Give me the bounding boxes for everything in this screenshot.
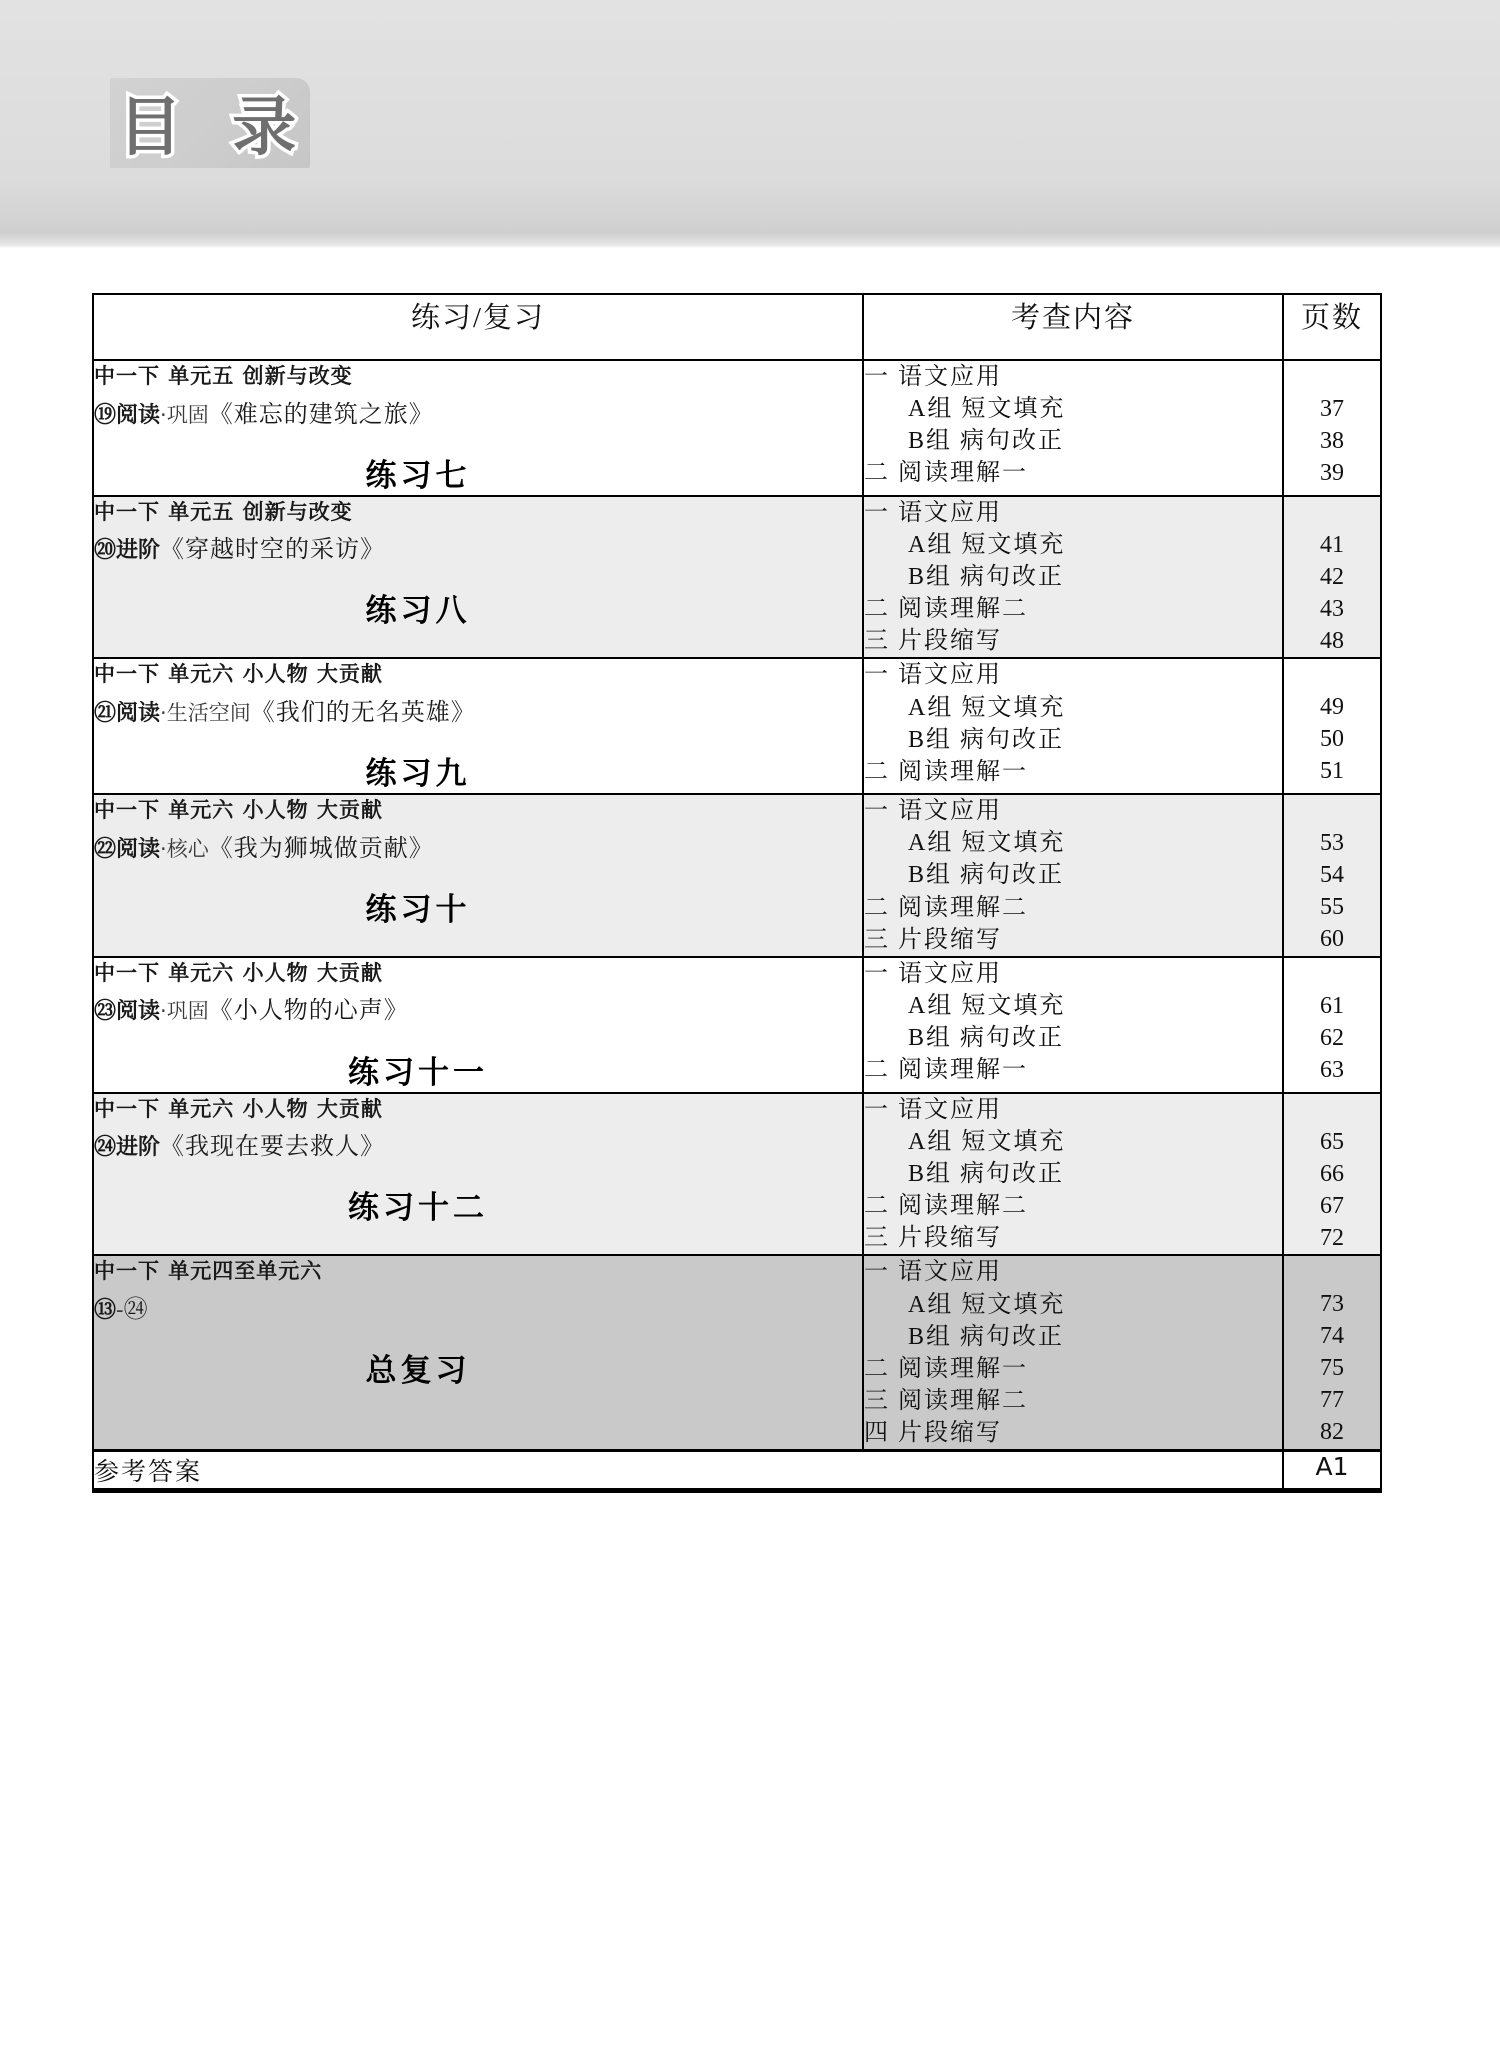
practice-cell [93,1093,863,1256]
content-cell [863,360,1283,496]
content-line: B组 病句改正 [908,1025,1065,1052]
table-row [93,1093,1381,1256]
table-header-row [93,294,1381,360]
column-header-practice: 练习/复习 [93,294,863,360]
answer-key-row [93,1451,1381,1491]
table-body [93,360,1381,1491]
page-number: 75 [1320,1355,1344,1382]
unit-meta-label: 中一下 单元六 小人物 大贡献 [94,798,383,823]
lesson-subkind-label: 巩固 [166,999,209,1024]
content-line: A组 短文填充 [908,531,1066,558]
practice-cell [93,496,863,659]
page-number: 77 [1320,1387,1344,1414]
page-number-cell [1283,957,1381,1093]
lesson-separator: · [160,402,167,427]
content-line: A组 短文填充 [908,993,1066,1020]
page-number-cell [1283,658,1381,794]
content-line: A组 短文填充 [908,830,1066,857]
lesson-work-title: 《难忘的建筑之旅》 [208,401,434,428]
content-line: B组 病句改正 [908,862,1065,889]
practice-cell [93,1255,863,1450]
page-number: 51 [1320,758,1344,785]
page-number-cell [1283,1093,1381,1256]
page-number: 82 [1320,1419,1344,1446]
page-number [1284,361,1380,393]
page-number: 37 [1320,396,1344,422]
lesson-title-line [94,1129,862,1166]
content-line: 三 片段缩写 [864,1225,1002,1252]
lesson-kind-label: 进阶 [116,538,161,564]
lesson-subkind-label: 巩固 [166,402,209,427]
page-number: 48 [1320,627,1344,654]
page-title: 目 录 [118,91,311,165]
content-line: A组 短文填充 [908,694,1066,721]
lesson-work-title: 《我们的无名英雄》 [250,699,476,726]
item-number-circle: ⑳ [94,538,117,564]
lesson-title-line [94,831,862,868]
lesson-separator: - [116,1297,124,1322]
page-number: 43 [1320,595,1344,622]
page-number: 49 [1320,694,1344,721]
answer-key-page: A1 [1283,1451,1381,1491]
lesson-work-title: 《我为狮城做贡献》 [208,835,434,862]
content-line: 一 语文应用 [864,960,1002,987]
content-line: 二 阅读理解一 [864,460,1028,487]
page-banner [0,0,1500,248]
page-number-cell [1283,794,1381,957]
lesson-kind-label: 阅读 [116,402,161,428]
practice-cell [93,794,863,957]
item-number-circle: ㉒ [94,836,117,862]
unit-meta-label: 中一下 单元六 小人物 大贡献 [94,1096,383,1121]
unit-meta-label: 中一下 单元五 创新与改变 [94,364,353,388]
practice-name: 练习七 [365,457,471,493]
item-number-circle: ㉔ [94,1135,117,1161]
content-line: 二 阅读理解二 [864,596,1028,623]
content-line: 二 阅读理解二 [864,1193,1028,1220]
table-row [93,957,1381,1093]
content-line: 一 语文应用 [864,364,1002,390]
page-number [1284,659,1380,691]
page-number: 67 [1320,1192,1344,1219]
page-number-cell [1283,496,1381,659]
content-cell [863,1093,1283,1256]
practice-name: 总复习 [365,1353,471,1389]
lesson-title-line [94,397,862,434]
item-number-circle: ⑬ [94,1297,117,1323]
page-number: 39 [1320,460,1344,486]
content-line: 二 阅读理解一 [864,1057,1028,1084]
page-number: 66 [1320,1160,1344,1187]
page-number: 53 [1320,830,1344,857]
content-line: 四 片段缩写 [864,1420,1002,1447]
content-cell [863,1255,1283,1450]
content-line: 三 阅读理解二 [864,1388,1028,1415]
practice-name: 练习八 [365,593,471,629]
lesson-title-line [94,695,862,732]
page-number: 55 [1320,894,1344,921]
page-number [1284,1256,1380,1288]
page-number: 61 [1320,992,1344,1019]
page-number: 54 [1320,862,1344,889]
content-cell [863,957,1283,1093]
page-number: 74 [1320,1323,1344,1350]
lesson-separator: · [160,700,167,725]
content-line: B组 病句改正 [908,1323,1065,1350]
page-number: 42 [1320,563,1344,590]
lesson-title-line [94,1292,862,1329]
page-number: 50 [1320,726,1344,753]
answer-key-label: 参考答案 [93,1451,1283,1491]
column-header-pages: 页数 [1283,294,1381,360]
table-row [93,794,1381,957]
lesson-separator: · [160,836,167,861]
lesson-kind-label: 进阶 [116,1135,161,1161]
lesson-subkind-label: 核心 [166,836,209,861]
content-line: 二 阅读理解二 [864,894,1028,921]
page-number [1284,497,1380,529]
page-number [1284,1094,1380,1126]
content-cell [863,658,1283,794]
lesson-subkind-label: 生活空间 [166,700,251,725]
page-number: 62 [1320,1024,1344,1051]
lesson-kind-label: 阅读 [116,999,161,1025]
lesson-kind-label: 阅读 [116,836,161,862]
content-line: 一 语文应用 [864,798,1002,825]
practice-name: 练习九 [365,756,471,792]
lesson-work-title: 《穿越时空的采访》 [160,537,386,564]
page-number [1284,795,1380,827]
table-row [93,496,1381,659]
content-cell [863,496,1283,659]
practice-name: 练习十 [365,891,471,927]
content-line: 三 片段缩写 [864,926,1002,953]
content-line: B组 病句改正 [908,428,1065,455]
lesson-work-title: ㉔ [123,1296,149,1323]
page-number: 72 [1320,1224,1344,1251]
lesson-separator: · [160,999,167,1024]
content-line: 二 阅读理解一 [864,758,1028,785]
table-row [93,360,1381,496]
page-number-cell [1283,360,1381,496]
item-number-circle: ㉑ [94,700,117,726]
lesson-work-title: 《小人物的心声》 [208,998,409,1025]
unit-meta-label: 中一下 单元六 小人物 大贡献 [94,662,383,687]
unit-meta-label: 中一下 单元六 小人物 大贡献 [94,960,383,985]
practice-cell [93,360,863,496]
table-of-contents [92,293,1382,1493]
content-line: A组 短文填充 [908,396,1066,423]
page-number: 41 [1320,531,1344,558]
page-number: 38 [1320,428,1344,454]
table-row [93,658,1381,794]
practice-cell [93,658,863,794]
content-line: 一 语文应用 [864,1096,1002,1123]
content-line: 一 语文应用 [864,1259,1002,1286]
lesson-title-line [94,532,862,569]
item-number-circle: ⑲ [94,402,117,428]
page-number: 60 [1320,926,1344,953]
unit-meta-label: 中一下 单元五 创新与改变 [94,499,353,524]
content-line: B组 病句改正 [908,726,1065,753]
page-number-cell [1283,1255,1381,1450]
lesson-work-title: 《我现在要去救人》 [160,1134,386,1161]
practice-name: 练习十一 [348,1054,488,1090]
lesson-title-line [94,993,862,1030]
content-line: 一 语文应用 [864,499,1002,526]
content-line: A组 短文填充 [908,1291,1066,1318]
content-line: 三 片段缩写 [864,628,1002,655]
content-line: 二 阅读理解一 [864,1355,1028,1382]
page-number: 63 [1320,1056,1344,1083]
page-number [1284,958,1380,990]
page-number: 65 [1320,1128,1344,1155]
unit-meta-label: 中一下 单元四至单元六 [94,1259,323,1284]
page-number: 73 [1320,1291,1344,1318]
item-number-circle: ㉓ [94,999,117,1025]
content-line: B组 病句改正 [908,1160,1065,1187]
practice-name: 练习十二 [348,1190,488,1226]
content-cell [863,794,1283,957]
content-line: 一 语文应用 [864,662,1002,689]
column-header-content: 考查内容 [863,294,1283,360]
practice-cell [93,957,863,1093]
content-line: A组 短文填充 [908,1128,1066,1155]
table-row [93,1255,1381,1450]
content-line: B组 病句改正 [908,564,1065,590]
lesson-kind-label: 阅读 [116,700,161,726]
